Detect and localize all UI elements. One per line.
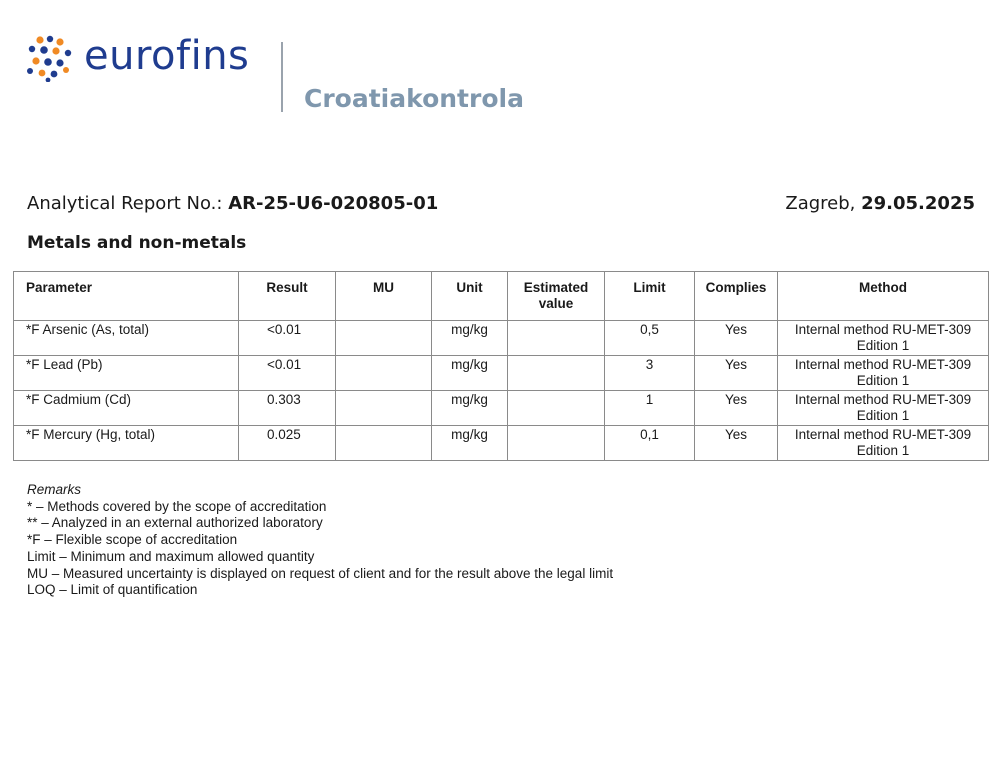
cell-complies: Yes <box>695 356 778 391</box>
header-mu: MU <box>336 272 432 321</box>
cell-method <box>778 391 989 426</box>
cell-mu <box>336 356 432 391</box>
subbrand-name: Croatiakontrola <box>304 84 524 113</box>
header-parameter: Parameter <box>14 272 239 321</box>
cell-mu <box>336 321 432 356</box>
method-edition: Edition 1 <box>856 373 910 388</box>
brand-name: eurofins <box>84 33 250 79</box>
cell-result: <0.01 <box>239 356 336 391</box>
cell-limit: 0,1 <box>605 426 695 461</box>
cell-method <box>778 426 989 461</box>
cell-mu <box>336 391 432 426</box>
table-header-row <box>14 272 989 321</box>
cell-estimated-value <box>508 321 605 356</box>
cell-result: <0.01 <box>239 321 336 356</box>
cell-method <box>778 356 989 391</box>
cell-complies: Yes <box>695 321 778 356</box>
cell-parameter: *F Arsenic (As, total) <box>14 321 239 356</box>
remarks-title: Remarks <box>27 482 82 497</box>
cell-parameter: *F Mercury (Hg, total) <box>14 426 239 461</box>
cell-estimated-value <box>508 426 605 461</box>
logo-divider <box>281 42 283 112</box>
company-logo <box>26 32 546 122</box>
results-table <box>13 271 989 461</box>
cell-unit: mg/kg <box>432 426 508 461</box>
eurofins-dots-icon <box>26 34 74 82</box>
method-name: Internal method RU-MET-309 <box>794 427 972 442</box>
remark-line: *F – Flexible scope of accreditation <box>27 532 238 548</box>
remark-line: MU – Measured uncertainty is displayed on request of client and for the result above the legal limit <box>27 565 614 581</box>
cell-parameter: *F Cadmium (Cd) <box>14 391 239 426</box>
remarks-section <box>27 482 613 599</box>
cell-method <box>778 321 989 356</box>
remark-line: * – Methods covered by the scope of accreditation <box>27 498 327 514</box>
remark-line: LOQ – Limit of quantification <box>27 582 198 598</box>
header-limit: Limit <box>605 272 695 321</box>
cell-unit: mg/kg <box>432 391 508 426</box>
table-row <box>14 321 989 356</box>
cell-result: 0.025 <box>239 426 336 461</box>
method-edition: Edition 1 <box>856 338 910 353</box>
header-estimated-value: Estimated value <box>508 272 605 321</box>
table-row <box>14 391 989 426</box>
report-label: Analytical Report No.: <box>27 193 223 214</box>
cell-unit: mg/kg <box>432 321 508 356</box>
report-date-line <box>785 192 975 216</box>
method-edition: Edition 1 <box>856 443 910 458</box>
report-number-line <box>27 192 438 216</box>
cell-estimated-value <box>508 391 605 426</box>
cell-parameter: *F Lead (Pb) <box>14 356 239 391</box>
table-row <box>14 426 989 461</box>
section-title: Metals and non-metals <box>27 233 247 253</box>
report-number: AR-25-U6-020805-01 <box>228 193 439 214</box>
cell-complies: Yes <box>695 426 778 461</box>
cell-estimated-value <box>508 356 605 391</box>
header-unit: Unit <box>432 272 508 321</box>
method-name: Internal method RU-MET-309 <box>794 392 972 407</box>
remark-line: Limit – Minimum and maximum allowed quantity <box>27 548 315 564</box>
header-complies: Complies <box>695 272 778 321</box>
method-name: Internal method RU-MET-309 <box>794 322 972 337</box>
cell-limit: 3 <box>605 356 695 391</box>
report-date: 29.05.2025 <box>861 193 975 214</box>
cell-limit: 0,5 <box>605 321 695 356</box>
cell-mu <box>336 426 432 461</box>
cell-complies: Yes <box>695 391 778 426</box>
method-edition: Edition 1 <box>856 408 910 423</box>
header-method: Method <box>778 272 989 321</box>
report-city: Zagreb, <box>785 193 856 214</box>
method-name: Internal method RU-MET-309 <box>794 357 972 372</box>
cell-result: 0.303 <box>239 391 336 426</box>
cell-limit: 1 <box>605 391 695 426</box>
cell-unit: mg/kg <box>432 356 508 391</box>
header-result: Result <box>239 272 336 321</box>
remark-line: ** – Analyzed in an external authorized laboratory <box>27 515 323 531</box>
table-row <box>14 356 989 391</box>
